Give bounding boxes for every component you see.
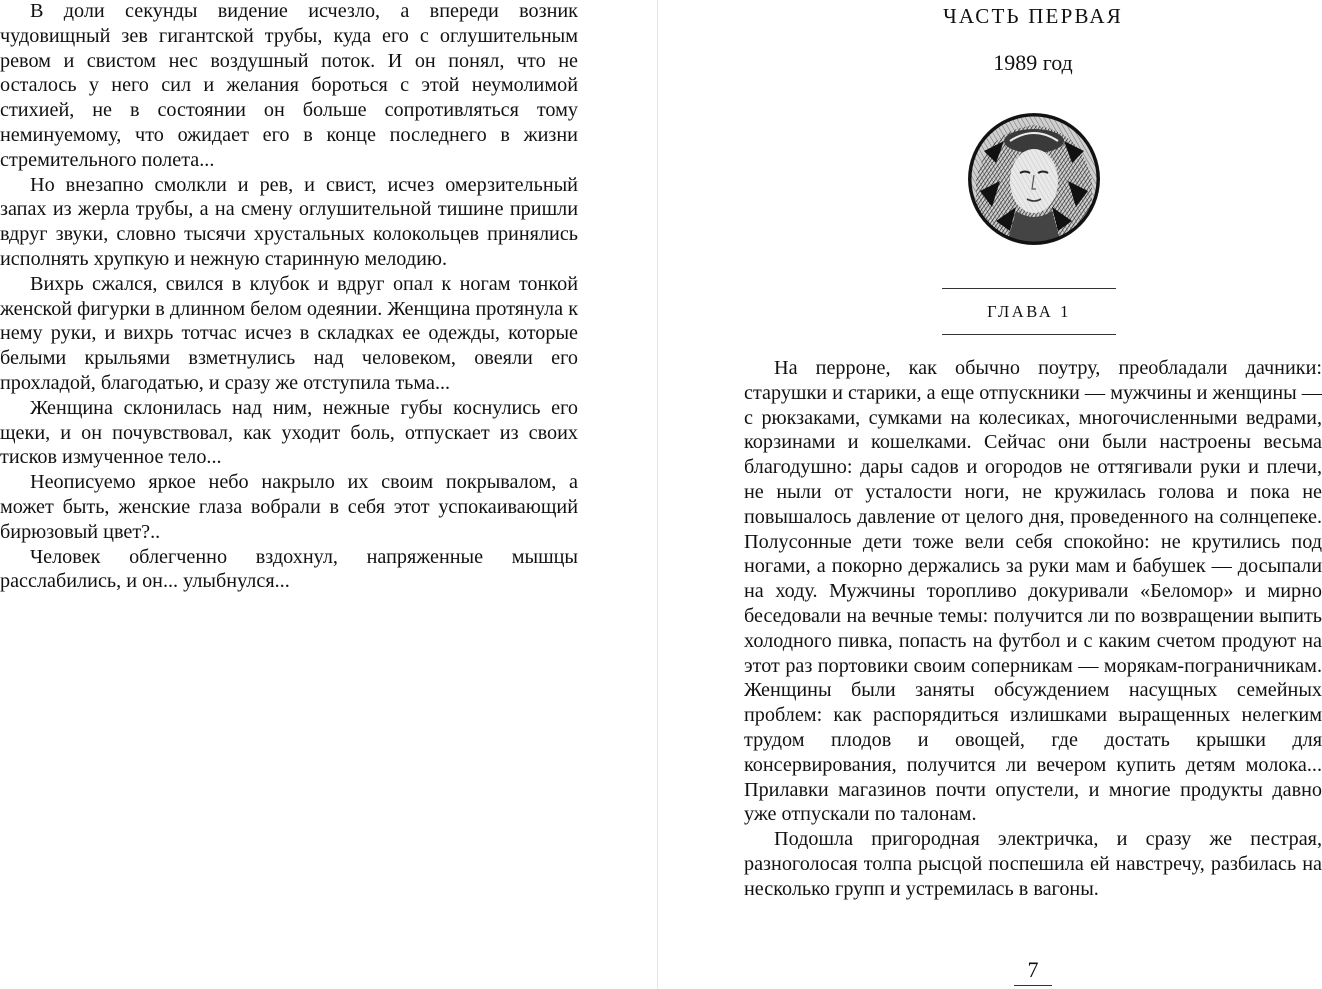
paragraph: Женщина склонилась над ним, нежные губы коснулись его щеки, и он почувствовал, как уходит боль, отпускает из своих тисков измученное тело... [0,396,578,469]
chapter-rule-top [942,288,1116,289]
chapter-rule-bottom [942,334,1116,335]
paragraph: Но внезапно смолкли и рев, и свист, исчез омерзительный запах из жерла трубы, а на смену оглушительной тишине пришли вдруг звуки, словно тысячи хрустальных колокольцев принялись исполнять хрупкую и нежную старинную мелодию. [0,173,578,270]
year-heading: 1989 год [993,50,1073,75]
paragraph: Вихрь сжался, свился в клубок и вдруг опал к ногам тонкой женской фигурки в длинном белом одеянии. Женщина протянула к нему руки, и вихрь тотчас исчез в складках ее одежды, которые белыми крыльями взметнулись над человеком, овеяли его прохладой, благодатью, и сразу же отступила тьма... [0,272,578,394]
right-page [744,0,1322,989]
page-gutter [657,0,658,989]
paragraph: На перроне, как обычно поутру, преобладали дачники: старушки и старики, а еще отпускники — мужчины и женщины — с рюкзаками, сумками на колесиках, многочисленными ведрами, корзинами и кошелками. Сейчас они были настроены весьма благодушно: дары садов и огородов не оттягивали руки и плечи, не ныли от усталости ноги, не кружилась голова и пока не повышалось давление от целого дня, проведенного на солнцепеке. Полусонные дети тоже вели себя спокойно: не крутились под ногами, а покорно держались за руки мам и бабушек — досыпали на ходу. Мужчины торопливо докуривали «Беломор» и мирно беседовали на вечные темы: получится ли по возвращении выпить холодного пивка, попасть на футбол и с каким счетом продуют на этот раз портовики своим соперникам — морякам-пограничникам. Женщины были заняты обсуждением насущных семейных проблем: как распорядиться излишками выращенных нелегким трудом плодов и овощей, где достать крышки для консервирования, получится ли вечером купить детям молока... Прилавки магазинов почти опустели, и многие продукты давно уже отпускали по талонам. [744,357,1322,826]
left-page-text [0,0,578,594]
page-number-rule [1014,985,1052,986]
right-page-text [744,356,1322,902]
chapter-heading [942,288,1116,336]
chapter-title: ГЛАВА 1 [987,302,1071,321]
woman-portrait-medallion-icon [966,111,1102,247]
paragraph: Неописуемо яркое небо накрыло их своим покрывалом, а может быть, женские глаза вобрали в себя этот успокаивающий бирюзовый цвет?.. [0,471,578,543]
left-page [0,0,578,989]
part-title: ЧАСТЬ ПЕРВАЯ [943,4,1123,28]
paragraph: Подошла пригородная электричка, и сразу же пестрая, разноголосая толпа рысцой поспешила ей навстречу, разбилась на несколько групп и устремилась в вагоны. [744,828,1322,900]
page-number: 7 [1027,957,1039,982]
paragraph: Человек облегченно вздохнул, напряженные мышцы расслабились, и он... улыбнулся... [0,545,578,593]
paragraph: В доли секунды видение исчезло, а впереди возник чудовищный зев гигантской трубы, куда его с оглушительным ревом и свистом нес воздушный поток. И он понял, что не осталось у него сил и желания бороться с этой неумолимой стихией, не в состоянии он больше сопротивляться тому неминуемому, что ожидает его в конце последнего в жизни стремительного полета... [0,0,578,171]
